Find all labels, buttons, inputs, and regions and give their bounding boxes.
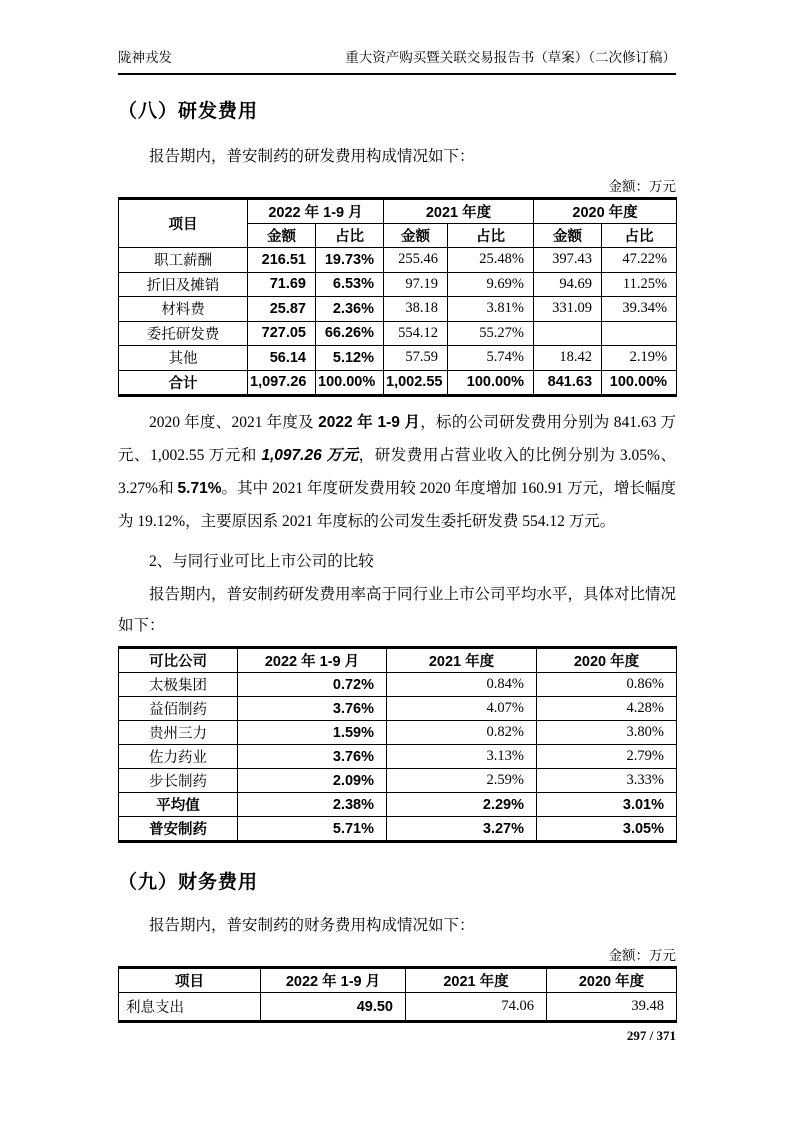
row-label: 步长制药 — [119, 769, 238, 793]
cell-value: 74.06 — [406, 993, 547, 1022]
table-row — [119, 697, 677, 721]
table-header-row — [119, 968, 677, 993]
table-row — [119, 346, 677, 371]
section-8-title: （八）研发费用 — [118, 101, 259, 122]
peer-table-body — [119, 673, 677, 842]
table-row — [119, 297, 677, 322]
rd-analysis-paragraph — [118, 406, 676, 538]
col-header-period-2021: 2021 年度 — [406, 968, 547, 993]
finance-table-body — [119, 993, 677, 1022]
row-label: 普安制药 — [119, 817, 238, 842]
cell-value: 56.14 — [248, 346, 316, 371]
table-row — [119, 769, 677, 793]
row-label: 贵州三力 — [119, 721, 238, 745]
col-header-ratio: 占比 — [448, 224, 534, 248]
cell-value: 554.12 — [384, 321, 448, 346]
rd-table-head — [119, 199, 677, 248]
rd-table-body — [119, 248, 677, 396]
col-header-ratio: 占比 — [602, 224, 677, 248]
cell-value: 5.74% — [448, 346, 534, 371]
cell-value: 3.76% — [238, 745, 387, 769]
cell-value: 1,097.26 — [248, 370, 316, 396]
section-9-title: （九）财务费用 — [118, 872, 259, 893]
cell-value: 3.01% — [537, 793, 677, 817]
cell-value: 5.71% — [238, 817, 387, 842]
cell-value: 55.27% — [448, 321, 534, 346]
text-run: 2020 年度、2021 年度及 — [149, 414, 319, 431]
cell-value: 3.81% — [448, 297, 534, 322]
cell-value: 71.69 — [248, 272, 316, 297]
col-header-item: 项目 — [119, 199, 248, 248]
cell-value: 3.05% — [537, 817, 677, 842]
cell-value: 1.59% — [238, 721, 387, 745]
cell-value: 97.19 — [384, 272, 448, 297]
col-header-period-2020: 2020 年度 — [534, 199, 677, 224]
cell-value: 727.05 — [248, 321, 316, 346]
subsection-2-heading: 2、与同行业可比上市公司的比较 — [149, 553, 374, 570]
cell-value: 2.59% — [387, 769, 537, 793]
text-run: ，研发费用占营业收入的比例分别为 3.05%、3.27%和 — [118, 447, 676, 497]
header-report-title: 重大资产购买暨关联交易报告书（草案）（二次修订稿） — [345, 50, 676, 65]
cell-value: 4.07% — [387, 697, 537, 721]
cell-value: 2.36% — [316, 297, 384, 322]
col-header-ratio: 占比 — [316, 224, 384, 248]
cell-value: 0.82% — [387, 721, 537, 745]
col-header-period-2022: 2022 年 1-9 月 — [261, 968, 406, 993]
cell-value: 6.53% — [316, 272, 384, 297]
rd-expense-composition-table — [118, 197, 677, 397]
cell-value: 331.09 — [534, 297, 602, 322]
col-header-period-2021: 2021 年度 — [387, 648, 537, 673]
text-run: 5.71% — [177, 480, 222, 497]
table-row — [119, 248, 677, 273]
cell-value: 38.18 — [384, 297, 448, 322]
cell-value: 66.26% — [316, 321, 384, 346]
text-run: 2022 年 1-9 月 — [318, 414, 421, 431]
section-8-intro: 报告期内，普安制药的研发费用构成情况如下： — [149, 148, 475, 165]
cell-value: 94.69 — [534, 272, 602, 297]
row-label: 佐力药业 — [119, 745, 238, 769]
cell-value: 100.00% — [602, 370, 677, 396]
unit-label-1: 金额：万元 — [608, 179, 676, 194]
cell-value: 100.00% — [448, 370, 534, 396]
table-row — [119, 272, 677, 297]
row-label: 利息支出 — [119, 993, 261, 1022]
col-header-period-2022: 2022 年 1-9 月 — [238, 648, 387, 673]
col-header-company: 可比公司 — [119, 648, 238, 673]
cell-value: 0.84% — [387, 673, 537, 697]
cell-value: 2.29% — [387, 793, 537, 817]
cell-value: 11.25% — [602, 272, 677, 297]
col-header-amount: 金额 — [534, 224, 602, 248]
cell-value: 47.22% — [602, 248, 677, 273]
table-row — [119, 793, 677, 817]
cell-value: 49.50 — [261, 993, 406, 1022]
header-company-name: 陇神戎发 — [118, 50, 172, 65]
cell-value: 100.00% — [316, 370, 384, 396]
table-row — [119, 745, 677, 769]
text-run: 1,097.26 万元 — [261, 447, 359, 464]
cell-value: 1,002.55 — [384, 370, 448, 396]
text-run: ，标的公司研发费用分别为 841.63 万元、1,002.55 万元和 — [118, 414, 676, 464]
col-header-period-2021: 2021 年度 — [384, 199, 534, 224]
cell-value: 5.12% — [316, 346, 384, 371]
cell-value: 2.09% — [238, 769, 387, 793]
row-label: 合计 — [119, 370, 248, 396]
cell-value: 397.43 — [534, 248, 602, 273]
table-row — [119, 673, 677, 697]
col-header-amount: 金额 — [384, 224, 448, 248]
cell-value: 18.42 — [534, 346, 602, 371]
cell-value: 57.59 — [384, 346, 448, 371]
cell-value: 3.27% — [387, 817, 537, 842]
table-row — [119, 817, 677, 842]
table-row — [119, 370, 677, 396]
finance-expense-table — [118, 966, 677, 1023]
peer-comparison-table — [118, 646, 677, 843]
cell-value — [534, 321, 602, 346]
running-header — [118, 46, 676, 75]
cell-value: 19.73% — [316, 248, 384, 273]
row-label: 太极集团 — [119, 673, 238, 697]
col-header-period-2020: 2020 年度 — [547, 968, 677, 993]
cell-value: 9.69% — [448, 272, 534, 297]
cell-value: 2.79% — [537, 745, 677, 769]
col-header-amount: 金额 — [248, 224, 316, 248]
col-header-item: 项目 — [119, 968, 261, 993]
cell-value: 3.13% — [387, 745, 537, 769]
row-label: 材料费 — [119, 297, 248, 322]
cell-value: 39.48 — [547, 993, 677, 1022]
cell-value: 4.28% — [537, 697, 677, 721]
row-label: 职工薪酬 — [119, 248, 248, 273]
row-label: 委托研发费 — [119, 321, 248, 346]
table-header-row — [119, 648, 677, 673]
page-number: 297 / 371 — [626, 1028, 676, 1043]
cell-value: 255.46 — [384, 248, 448, 273]
finance-table-head — [119, 968, 677, 993]
section-9-intro: 报告期内，普安制药的财务费用构成情况如下： — [149, 917, 475, 934]
cell-value: 841.63 — [534, 370, 602, 396]
peer-table-head — [119, 648, 677, 673]
cell-value: 25.87 — [248, 297, 316, 322]
table-row — [119, 993, 677, 1022]
row-label: 益佰制药 — [119, 697, 238, 721]
cell-value: 2.19% — [602, 346, 677, 371]
unit-label-2: 金额：万元 — [608, 948, 676, 963]
row-label: 其他 — [119, 346, 248, 371]
cell-value: 0.86% — [537, 673, 677, 697]
table-row — [119, 721, 677, 745]
cell-value: 3.80% — [537, 721, 677, 745]
row-label: 折旧及摊销 — [119, 272, 248, 297]
table-header-row — [119, 199, 677, 224]
cell-value: 216.51 — [248, 248, 316, 273]
cell-value: 3.76% — [238, 697, 387, 721]
table-row — [119, 321, 677, 346]
cell-value: 39.34% — [602, 297, 677, 322]
cell-value: 3.33% — [537, 769, 677, 793]
col-header-period-2022: 2022 年 1-9 月 — [248, 199, 384, 224]
cell-value: 25.48% — [448, 248, 534, 273]
cell-value: 0.72% — [238, 673, 387, 697]
cell-value: 2.38% — [238, 793, 387, 817]
row-label: 平均值 — [119, 793, 238, 817]
peer-comparison-intro: 报告期内，普安制药研发费用率高于同行业上市公司平均水平，具体对比情况如下： — [118, 586, 677, 634]
cell-value — [602, 321, 677, 346]
text-run: 。其中 2021 年度研发费用较 2020 年度增加 160.91 万元，增长幅度为 19.12%，主要原因系 2021 年度标的公司发生委托研发费 554.12 万元。 — [118, 480, 676, 530]
col-header-period-2020: 2020 年度 — [537, 648, 677, 673]
